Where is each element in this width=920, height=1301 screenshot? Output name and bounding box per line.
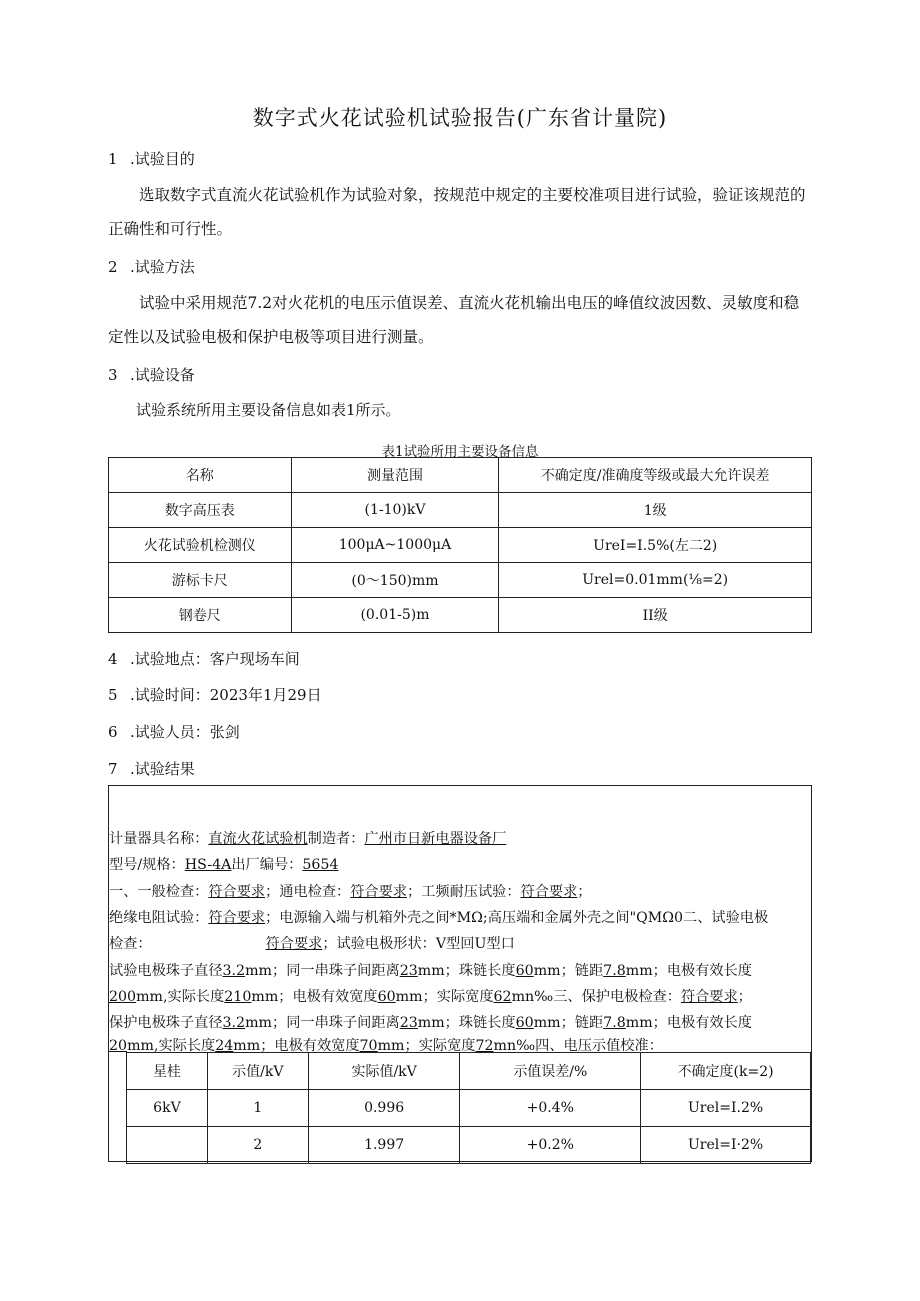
- table-cell: 6kV: [127, 1090, 208, 1127]
- table-cell: Urel=I.2%: [641, 1090, 811, 1127]
- section-2-heading: 2 .试验方法: [108, 258, 195, 276]
- header-cell: 不确定度(k=2): [641, 1053, 811, 1090]
- header-cell: 示值/kV: [207, 1053, 308, 1090]
- table-cell: 钢卷尺: [109, 598, 292, 633]
- section-1-heading: 1 .试验目的: [108, 150, 195, 168]
- table-cell: +0.2%: [460, 1127, 641, 1164]
- table-cell: 1级: [499, 493, 812, 528]
- insulation-line: 绝缘电阻试验：符合要求；电源输入端与机箱外壳之间*MΩ;高压端和金属外壳之间"QMΩ0二、试验电极: [109, 910, 769, 926]
- section-4-heading: 4 .试验地点：客户现场车间: [108, 650, 300, 668]
- test-electrode-line-1: 试验电极珠子直径3.2mm；同一串珠子间距离23mm；珠链长度60mm；链距7.8mm；电极有效长度: [109, 963, 752, 979]
- table-cell: [127, 1127, 208, 1164]
- report-title: 数字式火花试验机试验报告(广东省计量院): [252, 106, 668, 130]
- instrument-name-line: 计量器具名称：直流火花试验机制造者：广州市日新电器设备厂: [109, 831, 507, 847]
- section-7-heading: 7 .试验结果: [108, 760, 195, 778]
- table-cell: 100μA~1000μA: [291, 528, 499, 563]
- table-cell: Urel=0.01mm(⅛=2): [499, 563, 812, 598]
- table1-caption: 表1试验所用主要设备信息: [381, 444, 539, 460]
- section-3-heading: 3 .试验设备: [108, 366, 195, 384]
- header-cell: 测量范围: [291, 458, 499, 493]
- table-row: [109, 563, 812, 598]
- header-cell: 名称: [109, 458, 292, 493]
- table-cell: 0.996: [308, 1090, 460, 1127]
- section-6-heading: 6 .试验人员：张剑: [108, 723, 240, 741]
- section-3-body: 试验系统所用主要设备信息如表1所示。: [136, 401, 401, 419]
- table-cell: +0.4%: [460, 1090, 641, 1127]
- general-check-line: 一、一般检查：符合要求；通电检查：符合要求；工频耐压试验：符合要求；: [109, 884, 592, 900]
- section-2-body: 试验中采用规范7.2对火花机的电压示值误差、直流火花机输出电压的峰值纹波因数、灵敏度和稳定性以及试验电极和保护电极等项目进行测量。: [108, 294, 800, 346]
- equipment-table: [108, 457, 812, 633]
- table-row: [127, 1127, 811, 1164]
- table-cell: 数字高压表: [109, 493, 292, 528]
- table-cell: 游标卡尺: [109, 563, 292, 598]
- table-cell: Urel=I·2%: [641, 1127, 811, 1164]
- protect-electrode-line-2: 20mm,实际长度24mm；电极有效宽度70mm；实际宽度72mn‰四、电压示值校准：: [109, 1038, 663, 1054]
- table-cell: 火花试验机检测仪: [109, 528, 292, 563]
- header-cell: 星桂: [127, 1053, 208, 1090]
- table-cell: 1: [207, 1090, 308, 1127]
- table-header-row: [109, 458, 812, 493]
- section-5-heading: 5 .试验时间：2023年1月29日: [108, 686, 322, 704]
- table-row: [127, 1090, 811, 1127]
- table-cell: (0.01-5)m: [291, 598, 499, 633]
- table-cell: 2: [207, 1127, 308, 1164]
- table-cell: (1-10)kV: [291, 493, 499, 528]
- table-row: [109, 493, 812, 528]
- protect-electrode-line-1: 保护电极珠子直径3.2mm；同一串珠子间距离23mm；珠链长度60mm；链距7.8mm；电极有效长度: [109, 1015, 752, 1031]
- table-cell: UreI=I.5%(左二2): [499, 528, 812, 563]
- header-cell: 示值误差/%: [460, 1053, 641, 1090]
- voltage-calibration-table: [126, 1052, 811, 1164]
- table-cell: 1.997: [308, 1127, 460, 1164]
- table-cell: II级: [499, 598, 812, 633]
- table-cell: (0～150)mm: [291, 563, 499, 598]
- table-row: [109, 528, 812, 563]
- electrode-check-line: 检查： 符合要求；试验电极形状：V型回U型口: [109, 936, 515, 952]
- header-cell: 不确定度/准确度等级或最大允许误差: [499, 458, 812, 493]
- model-line: 型号/规格：HS-4A出厂编号：5654: [109, 857, 339, 873]
- table-row: [109, 598, 812, 633]
- section-1-body: 选取数字式直流火花试验机作为试验对象，按规范中规定的主要校准项目进行试验，验证该规范的正确性和可行性。: [108, 186, 806, 238]
- header-cell: 实际值/kV: [308, 1053, 460, 1090]
- table-header-row: [127, 1053, 811, 1090]
- test-electrode-line-2: 200mm,实际长度210mm；电极有效宽度60mm；实际宽度62mn‰三、保护电极检查：符合要求；: [109, 989, 752, 1005]
